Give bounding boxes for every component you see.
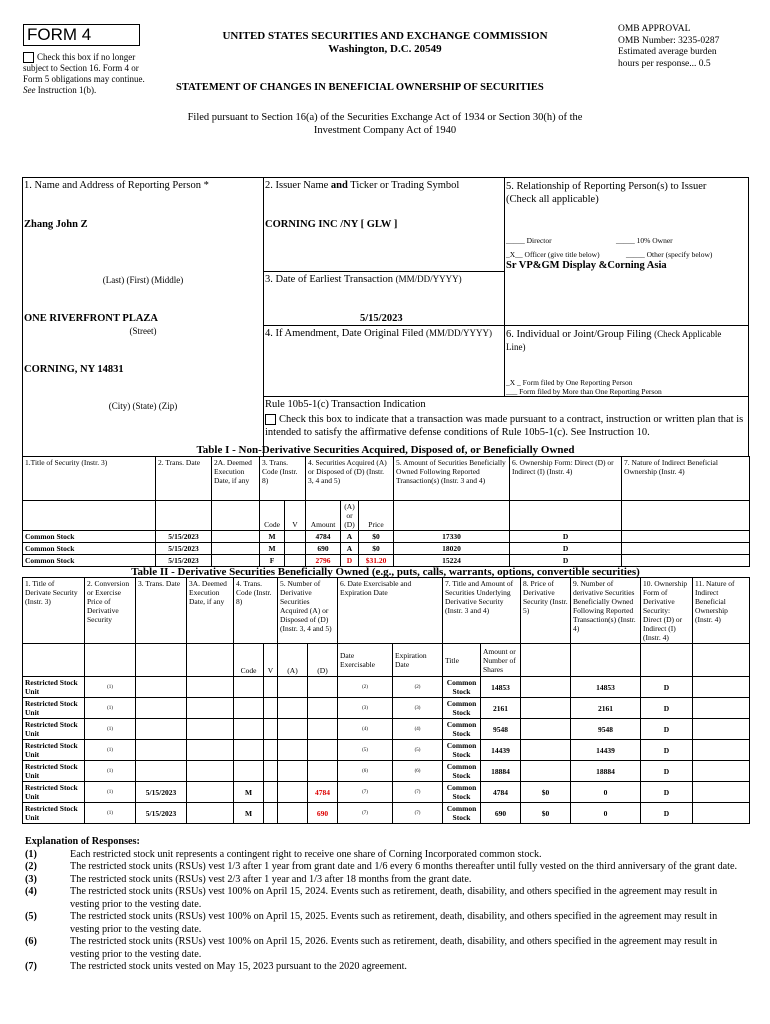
t2-cell-empty <box>187 677 234 698</box>
t1-cell-form: D <box>510 555 622 567</box>
t1-cell-code: M <box>260 531 285 543</box>
t1-cell-empty <box>285 531 306 543</box>
t2-sub-expiration: Expiration Date <box>393 644 443 677</box>
table2 <box>22 577 750 824</box>
t2-cell-empty <box>693 740 750 761</box>
filed-line-1: Filed pursuant to Section 16(a) of the Securities Exchange Act of 1934 or Section 30(h) of the <box>187 112 583 123</box>
box5-label <box>506 180 746 206</box>
t1-h7: 7. Nature of Indirect Beneficial Ownership (Instr. 4) <box>622 457 750 501</box>
table2-title: Table II - Derivative Securities Beneficially Owned (e.g., puts, calls, warrants, options, convertible securities) <box>131 566 640 578</box>
agency-name: UNITED STATES SECURITIES AND EXCHANGE COMMISSION <box>222 30 548 42</box>
t2-cell-d <box>308 677 338 698</box>
t2-cell-code: M <box>234 782 264 803</box>
box6-label-text: 6. Individual or Joint/Group Filing <box>506 329 652 340</box>
t2-cell-dprice: $0 <box>521 782 571 803</box>
t1-cell-date: 5/15/2023 <box>156 543 212 555</box>
explanation-text: The restricted stock units (RSUs) vest 100% on April 15, 2025. Events such as retirement, death, disability, and others specified in the agreement may result in vesting prior to the vesting date. <box>70 911 718 935</box>
table2-row <box>23 698 750 719</box>
t2-cell-owned: 0 <box>571 803 641 824</box>
t2-cell-empty <box>187 740 234 761</box>
t1-h6: 6. Ownership Form: Direct (D) or Indirect (I) (Instr. 4) <box>510 457 622 501</box>
explanation-text: The restricted stock units (RSUs) vest 100% on April 15, 2026. Events such as retirement, death, disability, and others specified in the agreement may result in vesting prior to the vesting date. <box>70 936 718 960</box>
t2-h7: 7. Title and Amount of Securities Underlying Derivative Security (Instr. 3 and 4) <box>443 578 521 644</box>
t2-cell-dprice <box>521 677 571 698</box>
t2-cell-date <box>136 677 187 698</box>
t1-cell-empty <box>622 555 750 567</box>
table2-row <box>23 677 750 698</box>
t2-cell-owned: 14439 <box>571 740 641 761</box>
t2-cell-title: Restricted Stock Unit <box>23 803 85 824</box>
rule-checkbox[interactable] <box>265 414 276 425</box>
t1-cell-owned: 18020 <box>394 543 510 555</box>
box1-label-asterisk: * <box>203 180 209 191</box>
t1-sub-v: V <box>285 501 306 531</box>
table2-row <box>23 740 750 761</box>
t2-cell-empty <box>264 782 278 803</box>
t2-cell-exer: (7) <box>338 803 393 824</box>
explanation-list <box>25 849 745 974</box>
t2-h3: 3. Trans. Date <box>136 578 187 644</box>
t2-cell-date <box>136 740 187 761</box>
t1-cell-amount: 4784 <box>306 531 341 543</box>
box4-format: (MM/DD/YYYY) <box>425 328 492 338</box>
see-text: See <box>23 85 36 96</box>
t2-cell-code <box>234 719 264 740</box>
explanation-text: The restricted stock units (RSUs) vest 2/3 after 1 year and 1/3 after 18 months from the grant date. <box>70 873 472 885</box>
t2-cell-price: (1) <box>85 740 136 761</box>
t2-cell-exp: (6) <box>393 761 443 782</box>
t1-sub-price: Price <box>359 501 394 531</box>
t2-cell-owned: 14853 <box>571 677 641 698</box>
box4-label-text: 4. If Amendment, Date Original Filed <box>265 328 424 339</box>
t2-sub-amount: Amount or Number of Shares <box>481 644 521 677</box>
t2-cell-exer: (5) <box>338 740 393 761</box>
t2-cell-code <box>234 677 264 698</box>
t2-cell-d <box>308 761 338 782</box>
t2-cell-d: 4784 <box>308 782 338 803</box>
omb-burden: Estimated average burden <box>618 47 717 57</box>
t2-sub-exercisable: Date Exercisable <box>338 644 393 677</box>
explanation-item <box>25 861 745 874</box>
t2-cell-date <box>136 761 187 782</box>
t1-cell-empty <box>285 555 306 567</box>
explanation-text: Each restricted stock unit represents a contingent right to receive one share of Corning Incorporated common stock. <box>70 848 542 860</box>
t2-cell-date: 5/15/2023 <box>136 782 187 803</box>
t2-cell-price: (1) <box>85 698 136 719</box>
no-longer-subject-note <box>23 52 153 96</box>
t2-sub-v: V <box>264 644 278 677</box>
t2-cell-title: Restricted Stock Unit <box>23 782 85 803</box>
t1-cell-empty <box>622 531 750 543</box>
t2-h5: 5. Number of Derivative Securities Acquired (A) or Disposed of (D) (Instr. 3, 4 and 5) <box>278 578 338 644</box>
ten-pct-owner-option: _____ 10% Owner <box>616 236 673 245</box>
t2-cell-utitle: Common Stock <box>443 803 481 824</box>
t1-cell-date: 5/15/2023 <box>156 555 212 567</box>
t1-cell-title: Common Stock <box>23 531 156 543</box>
t1-sub-code: Code <box>260 501 285 531</box>
t1-cell-ad: A <box>341 531 359 543</box>
t1-sub-amount: Amount <box>306 501 341 531</box>
t2-cell-empty <box>264 740 278 761</box>
t1-cell-empty <box>212 543 260 555</box>
t1-h4: 4. Securities Acquired (A) or Disposed of (D) (Instr. 3, 4 and 5) <box>306 457 394 501</box>
omb-number: OMB Number: 3235-0287 <box>618 35 720 46</box>
t2-cell-empty <box>187 761 234 782</box>
t1-cell-owned: 15224 <box>394 555 510 567</box>
table1-title: Table I - Non-Derivative Securities Acquired, Disposed of, or Beneficially Owned <box>196 444 575 456</box>
explanation-number: (4) <box>25 886 37 897</box>
t1-cell-empty <box>212 555 260 567</box>
table1 <box>22 456 750 567</box>
t2-cell-exer: (4) <box>338 719 393 740</box>
t2-cell-uamount: 14439 <box>481 740 521 761</box>
t2-h9: 9. Number of derivative Securities Beneficially Owned Following Reported Transaction(s) (Instr. 4) <box>571 578 641 644</box>
grid-line-b2-bottom <box>263 271 504 272</box>
explanation-number: (6) <box>25 936 37 947</box>
t1-cell-empty <box>622 543 750 555</box>
explanation-number: (5) <box>25 911 37 922</box>
street-caption: (Street) <box>129 326 157 336</box>
t1-cell-code: F <box>260 555 285 567</box>
form-title: FORM 4 <box>23 24 140 46</box>
one-person-option: _X _ Form filed by One Reporting Person <box>506 378 633 387</box>
t1-h2: 2. Trans. Date <box>156 457 212 501</box>
t1-cell-title: Common Stock <box>23 555 156 567</box>
t1-cell-ad: D <box>341 555 359 567</box>
earliest-transaction-date: 5/15/2023 <box>360 313 403 324</box>
t2-cell-exer: (2) <box>338 677 393 698</box>
t2-cell-empty <box>278 677 308 698</box>
box2-label-b: Ticker or Trading Symbol <box>350 180 460 191</box>
t2-cell-dprice <box>521 761 571 782</box>
t2-cell-price: (1) <box>85 677 136 698</box>
explanation-item <box>25 874 745 887</box>
table2-row <box>23 782 750 803</box>
t2-h3a: 3A. Deemed Execution Date, if any <box>187 578 234 644</box>
t2-cell-empty <box>693 761 750 782</box>
t1-cell-price: $31.20 <box>359 555 394 567</box>
instruction-text: Instruction 1(b). <box>37 85 97 96</box>
t2-cell-date <box>136 719 187 740</box>
no-longer-subject-text: Check this box if no longer subject to Section 16. Form 4 or Form 5 obligations may continue. <box>23 52 145 85</box>
box2-label <box>265 180 459 191</box>
t2-cell-empty <box>278 782 308 803</box>
t2-cell-utitle: Common Stock <box>443 761 481 782</box>
t2-cell-exp: (3) <box>393 698 443 719</box>
t2-cell-empty <box>278 698 308 719</box>
t2-cell-exp: (2) <box>393 677 443 698</box>
t1-cell-price: $0 <box>359 531 394 543</box>
explanation-item <box>25 911 745 936</box>
t1-cell-title: Common Stock <box>23 543 156 555</box>
table2-row <box>23 719 750 740</box>
t2-h11: 11. Nature of Indirect Beneficial Ownership (Instr. 4) <box>693 578 750 644</box>
t2-cell-utitle: Common Stock <box>443 740 481 761</box>
t2-cell-dprice <box>521 698 571 719</box>
t1-cell-amount: 690 <box>306 543 341 555</box>
t2-cell-dprice: $0 <box>521 803 571 824</box>
more-persons-option: ___ Form filed by More than One Reporting Person <box>506 387 662 396</box>
grid-line-b3-bottom <box>263 325 749 326</box>
t2-cell-form: D <box>641 698 693 719</box>
explanation-section <box>25 836 745 974</box>
explanation-number: (3) <box>25 873 37 885</box>
explanation-text: The restricted stock units vested on May 15, 2023 pursuant to the 2020 agreement. <box>70 961 407 972</box>
box3-format: (MM/DD/YYYY) <box>395 274 462 284</box>
t2-cell-empty <box>187 782 234 803</box>
box3-label <box>265 274 462 285</box>
t2-h4: 4. Trans. Code (Instr. 8) <box>234 578 278 644</box>
box2-label-a: 2. Issuer Name <box>265 180 329 191</box>
explanation-text: The restricted stock units (RSUs) vest 100% on April 15, 2024. Events such as retirement, death, disability, and others specified in the agreement may result in vesting prior to the vesting date. <box>70 886 718 910</box>
t2-cell-uamount: 4784 <box>481 782 521 803</box>
t2-cell-utitle: Common Stock <box>443 719 481 740</box>
t2-cell-owned: 2161 <box>571 698 641 719</box>
box2-label-and: and <box>330 180 348 191</box>
t2-cell-empty <box>693 719 750 740</box>
t2-cell-exp: (4) <box>393 719 443 740</box>
explanation-number: (2) <box>25 861 37 872</box>
explanation-item <box>25 936 745 961</box>
explanation-text: The restricted stock units (RSUs) vest 1/3 after 1 year from grant date and 1/6 every 6 months thereafter until fully vested on the third anniversary of the grant date. <box>70 861 738 872</box>
t1-cell-owned: 17330 <box>394 531 510 543</box>
t2-h2: 2. Conversion or Exercise Price of Derivative Security <box>85 578 136 644</box>
t2-cell-dprice <box>521 719 571 740</box>
explanation-item <box>25 849 745 862</box>
grid-line-top <box>22 177 749 178</box>
t2-cell-price: (1) <box>85 782 136 803</box>
t2-sub-a: (A) <box>278 644 308 677</box>
t2-cell-form: D <box>641 761 693 782</box>
t2-h10: 10. Ownership Form of Derivative Security: Direct (D) or Indirect (I) (Instr. 4) <box>641 578 693 644</box>
filed-line-2: Investment Company Act of 1940 <box>313 125 457 136</box>
t1-cell-form: D <box>510 531 622 543</box>
name-caption: (Last) (First) (Middle) <box>102 275 184 285</box>
filed-pursuant <box>130 111 640 137</box>
table2-row <box>23 761 750 782</box>
t2-cell-empty <box>693 698 750 719</box>
table1-row <box>23 543 750 555</box>
t2-cell-title: Restricted Stock Unit <box>23 698 85 719</box>
agency-location: Washington, D.C. 20549 <box>328 43 442 55</box>
t1-cell-date: 5/15/2023 <box>156 531 212 543</box>
t2-cell-title: Restricted Stock Unit <box>23 677 85 698</box>
grid-line-mid2 <box>504 177 505 396</box>
t2-cell-dprice <box>521 740 571 761</box>
t1-cell-ad: A <box>341 543 359 555</box>
t2-cell-owned: 18884 <box>571 761 641 782</box>
issuer-name: CORNING INC /NY [ GLW ] <box>265 219 398 230</box>
agency-block <box>190 30 580 56</box>
explanation-number: (1) <box>25 848 37 860</box>
grid-line-left <box>22 177 23 456</box>
t2-cell-empty <box>187 698 234 719</box>
street-address: ONE RIVERFRONT PLAZA <box>24 313 158 324</box>
explanation-item <box>25 886 745 911</box>
t2-cell-d: 690 <box>308 803 338 824</box>
t2-cell-empty <box>693 782 750 803</box>
t2-cell-code: M <box>234 803 264 824</box>
t2-cell-empty <box>187 803 234 824</box>
reporting-person-name: Zhang John Z <box>24 219 88 230</box>
t2-cell-code <box>234 761 264 782</box>
t2-cell-date <box>136 698 187 719</box>
t2-cell-empty <box>264 677 278 698</box>
t1-h3: 3. Trans. Code (Instr. 8) <box>260 457 306 501</box>
box4-label <box>265 328 492 339</box>
t2-cell-exp: (7) <box>393 803 443 824</box>
t1-sub-aord: (A) or (D) <box>341 501 359 531</box>
t2-cell-owned: 9548 <box>571 719 641 740</box>
city-state-zip: CORNING, NY 14831 <box>24 364 124 375</box>
t2-cell-empty <box>264 719 278 740</box>
t1-cell-form: D <box>510 543 622 555</box>
t2-cell-empty <box>278 719 308 740</box>
t2-cell-price: (1) <box>85 719 136 740</box>
other-option: _____ Other (specify below) <box>626 250 713 259</box>
rule-text: Check this box to indicate that a transaction was made pursuant to a contract, instruction or written plan that is intended to satisfy the affirmative defense conditions of Rule 10b5-1(c). See Instruction 10. <box>265 414 744 438</box>
t2-sub-d: (D) <box>308 644 338 677</box>
t2-h8: 8. Price of Derivative Security (Instr. 5) <box>521 578 571 644</box>
box6-note: (Check Applicable <box>654 329 722 339</box>
t1-h5: 5. Amount of Securities Beneficially Owned Following Reported Transaction(s) (Instr. 3 and 4) <box>394 457 510 501</box>
t2-cell-d <box>308 698 338 719</box>
t2-cell-exer: (3) <box>338 698 393 719</box>
t2-cell-empty <box>693 803 750 824</box>
t2-cell-date: 5/15/2023 <box>136 803 187 824</box>
t2-h6: 6. Date Exercisable and Expiration Date <box>338 578 443 644</box>
t2-cell-code <box>234 698 264 719</box>
omb-box <box>618 24 758 70</box>
table1-row <box>23 555 750 567</box>
t1-cell-amount: 2796 <box>306 555 341 567</box>
t2-cell-form: D <box>641 677 693 698</box>
box1-label-text: 1. Name and Address of Reporting Person <box>24 180 202 191</box>
omb-hours: hours per response... 0.5 <box>618 58 711 69</box>
t2-cell-uamount: 18884 <box>481 761 521 782</box>
t2-sub-code: Code <box>234 644 264 677</box>
t1-h2a: 2A. Deemed Execution Date, if any <box>212 457 260 501</box>
t2-cell-code <box>234 740 264 761</box>
t2-cell-empty <box>278 761 308 782</box>
t2-cell-empty <box>187 719 234 740</box>
t2-cell-utitle: Common Stock <box>443 677 481 698</box>
t2-cell-form: D <box>641 782 693 803</box>
t1-cell-code: M <box>260 543 285 555</box>
t1-cell-price: $0 <box>359 543 394 555</box>
t2-cell-owned: 0 <box>571 782 641 803</box>
t2-cell-empty <box>264 761 278 782</box>
t2-cell-empty <box>278 803 308 824</box>
t2-h1: 1. Title of Derivate Security (Instr. 3) <box>23 578 85 644</box>
t2-cell-empty <box>264 803 278 824</box>
t2-cell-exer: (7) <box>338 782 393 803</box>
t2-cell-exp: (5) <box>393 740 443 761</box>
table2-row <box>23 803 750 824</box>
t1-cell-empty <box>285 543 306 555</box>
omb-title: OMB APPROVAL <box>618 24 691 34</box>
officer-title: Sr VP&GM Display &Corning Asia <box>506 260 667 271</box>
t2-cell-title: Restricted Stock Unit <box>23 761 85 782</box>
t2-cell-title: Restricted Stock Unit <box>23 740 85 761</box>
t2-sub-title: Title <box>443 644 481 677</box>
no-longer-subject-checkbox[interactable] <box>23 52 34 63</box>
director-option: _____ Director <box>506 236 552 245</box>
grid-line-mid1 <box>263 177 264 456</box>
t2-cell-uamount: 9548 <box>481 719 521 740</box>
box6-note2: Line) <box>506 342 526 352</box>
rule-title: Rule 10b5-1(c) Transaction Indication <box>265 399 426 410</box>
t2-cell-exp: (7) <box>393 782 443 803</box>
box3-label-text: 3. Date of Earliest Transaction <box>265 274 394 285</box>
explanation-title: Explanation of Responses: <box>25 836 140 847</box>
t1-cell-empty <box>212 531 260 543</box>
t2-cell-price: (1) <box>85 803 136 824</box>
t2-cell-title: Restricted Stock Unit <box>23 719 85 740</box>
box1-label <box>24 180 209 191</box>
grid-line-right <box>748 177 749 456</box>
t2-cell-uamount: 14853 <box>481 677 521 698</box>
explanation-number: (7) <box>25 961 37 972</box>
t2-cell-form: D <box>641 803 693 824</box>
t2-cell-exer: (6) <box>338 761 393 782</box>
table1-row <box>23 531 750 543</box>
rule-check-line <box>265 413 747 439</box>
box5-sub: (Check all applicable) <box>506 194 599 205</box>
box5-label-text: 5. Relationship of Reporting Person(s) to Issuer <box>506 181 707 192</box>
t2-cell-empty <box>278 740 308 761</box>
t2-cell-utitle: Common Stock <box>443 782 481 803</box>
t2-cell-empty <box>693 677 750 698</box>
officer-option: _X__ Officer (give title below) <box>506 250 600 259</box>
t2-cell-price: (1) <box>85 761 136 782</box>
statement-title: STATEMENT OF CHANGES IN BENEFICIAL OWNERSHIP OF SECURITIES <box>176 82 544 93</box>
t1-h1: 1.Title of Security (Instr. 3) <box>23 457 156 501</box>
t2-cell-uamount: 2161 <box>481 698 521 719</box>
t2-cell-form: D <box>641 740 693 761</box>
box6-label <box>506 328 746 354</box>
explanation-item <box>25 961 745 974</box>
t2-cell-utitle: Common Stock <box>443 698 481 719</box>
t2-cell-d <box>308 719 338 740</box>
rule-10b5-block <box>265 398 747 439</box>
t2-cell-empty <box>264 698 278 719</box>
grid-line-b4-bottom <box>263 396 749 397</box>
t2-cell-d <box>308 740 338 761</box>
city-caption: (City) (State) (Zip) <box>108 401 178 411</box>
t2-cell-form: D <box>641 719 693 740</box>
t2-cell-uamount: 690 <box>481 803 521 824</box>
